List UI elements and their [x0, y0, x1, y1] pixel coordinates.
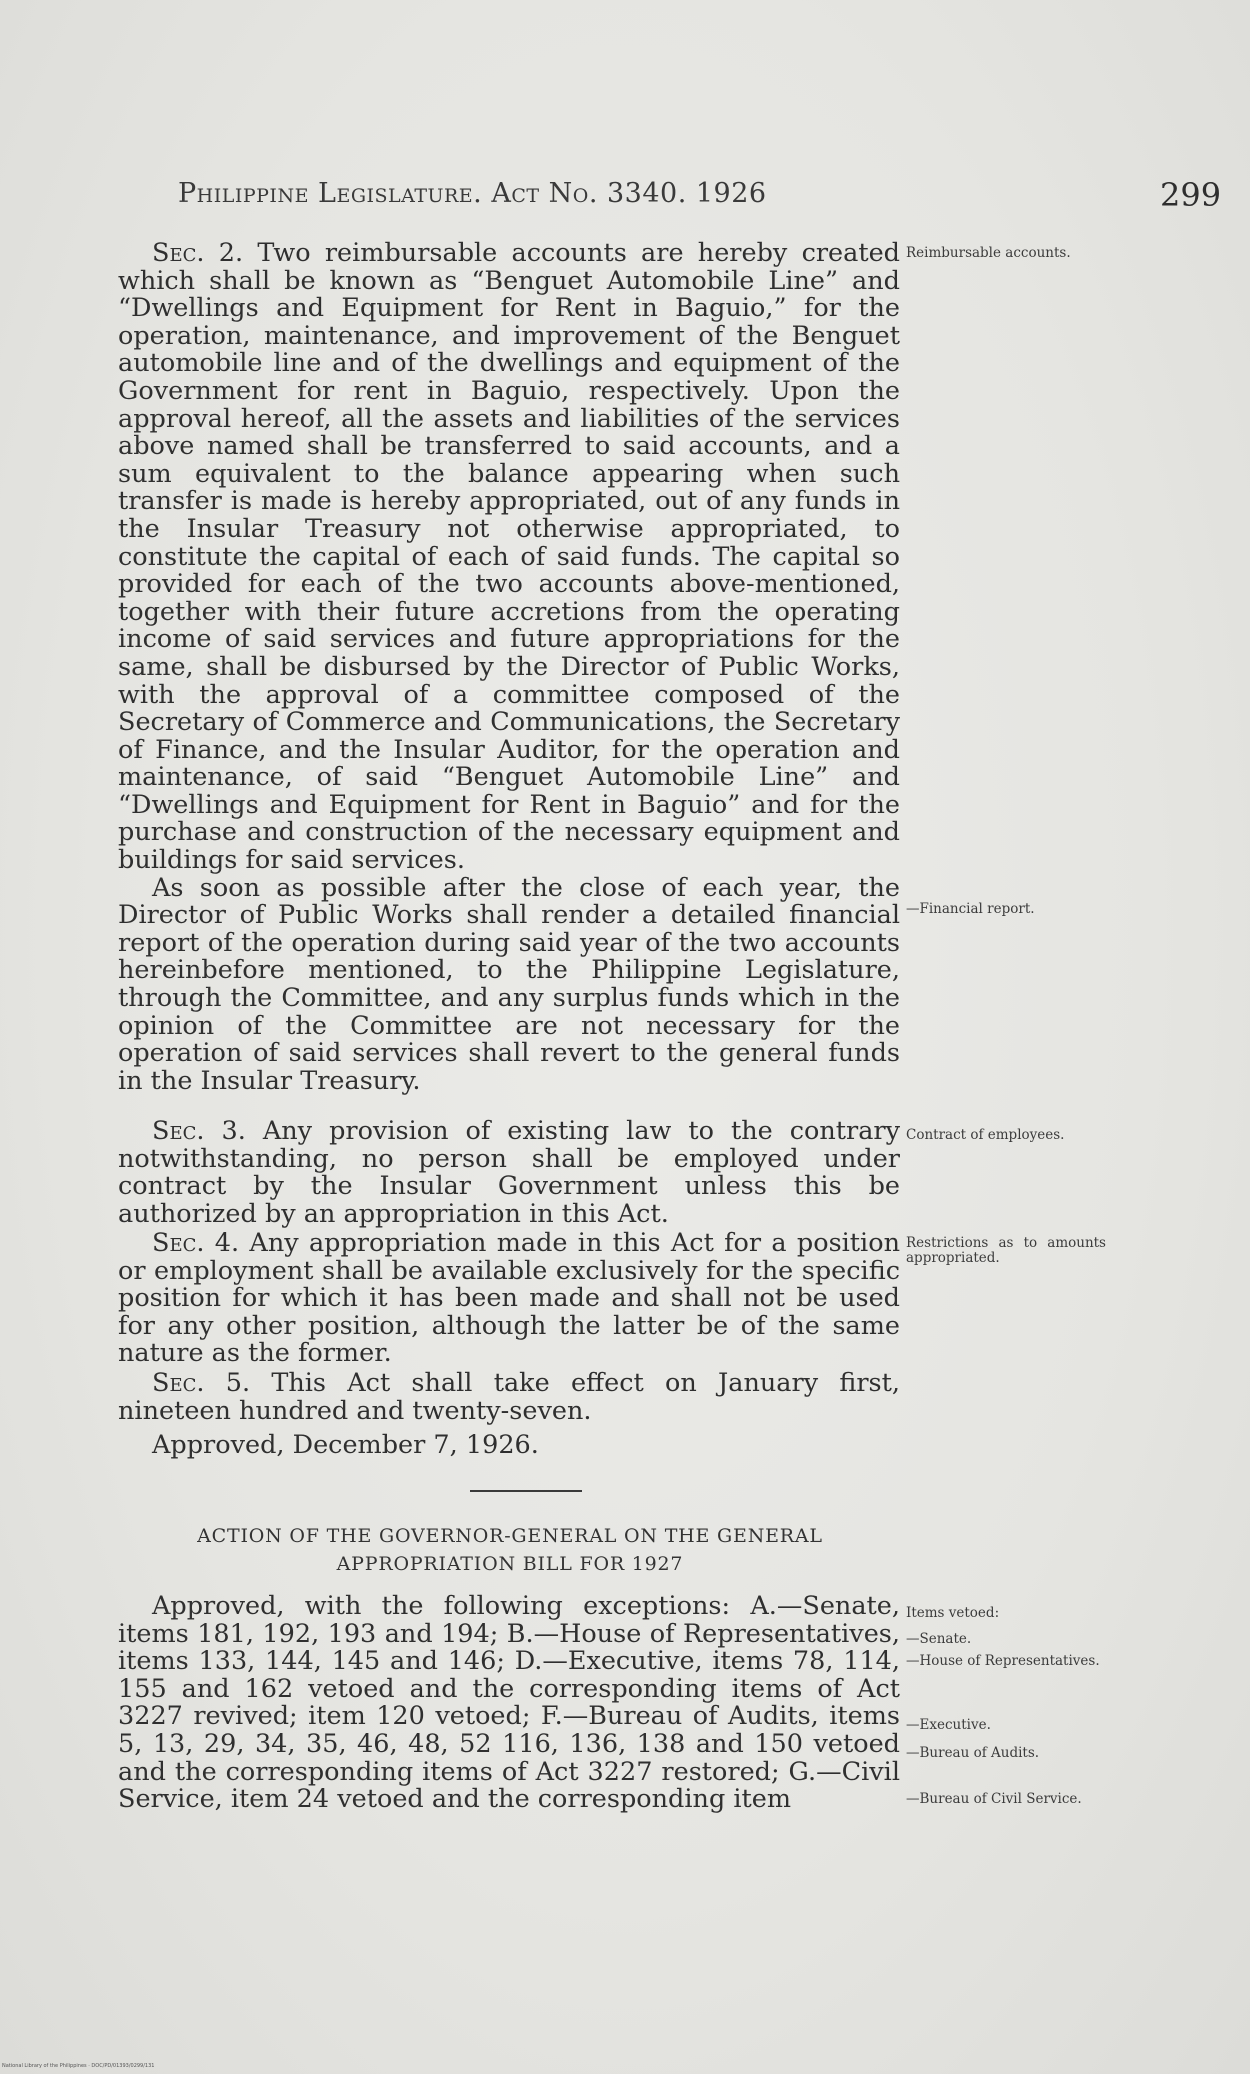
running-head: Philippine Legislature. Act No. 3340. 1926	[178, 178, 767, 209]
action-text-block	[118, 1593, 900, 1814]
section-divider	[470, 1490, 582, 1492]
section-4	[118, 1230, 900, 1368]
margin-note-restrictions: Restrictions as to amounts appropriated.	[906, 1235, 1106, 1266]
section-2-label: Sec. 2.	[152, 238, 244, 268]
section-3	[118, 1118, 900, 1228]
margin-note-contract: Contract of employees.	[906, 1127, 1065, 1143]
footer-credit: National Library of the Philippines · DOC/PD/01393/0299/131	[2, 2063, 155, 2069]
financial-report-paragraph: As soon as possible after the close of each year, the Director of Public Works shall render a detailed financial report of the operation during said year of the two accounts hereinbefore mentioned, to the Philippine Legislature, through the Committee, and any surplus funds which in the opinion of the Committee are not necessary for the operation of said services shall revert to the general funds in the Insular Treasury.	[118, 872, 900, 1096]
action-heading-line-1: ACTION OF THE GOVERNOR-GENERAL ON THE GENERAL	[197, 1525, 823, 1547]
action-heading-line-2: APPROPRIATION BILL FOR 1927	[336, 1553, 684, 1575]
section-5	[118, 1370, 900, 1425]
action-heading	[130, 1522, 890, 1578]
margin-note-civil: —Bureau of Civil Service.	[906, 1791, 1082, 1807]
section-2	[118, 240, 900, 1095]
section-2-paragraph	[118, 240, 900, 875]
margin-note-reimbursable: Reimbursable accounts.	[906, 245, 1071, 261]
margin-note-items-vetoed: Items vetoed:	[906, 1605, 1000, 1621]
margin-note-senate: —Senate.	[906, 1631, 972, 1647]
section-5-label: Sec. 5.	[152, 1368, 251, 1398]
section-2-text: Two reimbursable accounts are hereby created which shall be known as “Benguet Automobile Line” and “Dwellings and Equipment for Rent in Baguio,” for the operation, maintenance, and improvement of the Benguet automobile line and of the dwellings and equipment of the Government for rent in Baguio, respectively. Upon the approval hereof, all the assets and liabilities of the services above named shall be transferred to said accounts, and a sum equivalent to the balance appearing when such transfer is made is hereby appropriated, out of any funds in the Insular Treasury not otherwise appropriated, to constitute the capital of each of said funds. The capital so provided for each of the two accounts above-mentioned, together with their future accretions from the operating income of said services and future appropriations for the same, shall be disbursed by the Director of Public Works, with the approval of a committee composed of the Secretary of Commerce and Communications, the Secretary of Finance, and the Insular Auditor, for the operation and maintenance, of said “Benguet Automobile Line” and “Dwellings and Equipment for Rent in Baguio” and for the purchase and construction of the necessary equipment and buildings for said services.	[118, 238, 900, 876]
margin-note-financial: —Financial report.	[906, 901, 1035, 917]
margin-note-executive: —Executive.	[906, 1717, 991, 1733]
section-4-text: Any appropriation made in this Act for a position or employment shall be available exclusively for the specific position for which it has been made and shall not be used for any other position, although the latter be of the same nature as the former.	[118, 1228, 900, 1369]
action-text: Approved, with the following exceptions: A.—Senate, items 181, 192, 193 and 194; B.—House of Representatives, items 133, 144, 145 and 146; D.—Executive, items 78, 114, 155 and 162 vetoed and the corresponding items of Act 3227 revived; item 120 vetoed; F.—Bureau of Audits, items 5, 13, 29, 34, 35, 46, 48, 52 116, 136, 138 and 150 vetoed and the corresponding items of Act 3227 restored; G.—Civil Service, item 24 vetoed and the corresponding item	[118, 1591, 900, 1815]
section-4-label: Sec. 4.	[152, 1228, 240, 1258]
margin-note-audits: —Bureau of Audits.	[906, 1745, 1040, 1761]
margin-note-house: —House of Representatives.	[906, 1653, 1100, 1669]
page-number: 299	[1160, 176, 1222, 214]
section-3-text: Any provision of existing law to the contrary notwithstanding, no person shall be employed under contract by the Insular Government unless this be authorized by an appropriation in this Act.	[118, 1116, 900, 1229]
section-5-text: This Act shall take effect on January first, nineteen hundred and twenty-seven.	[118, 1368, 900, 1426]
approved-line-block	[118, 1432, 900, 1460]
section-3-label: Sec. 3.	[152, 1116, 246, 1146]
approved-line: Approved, December 7, 1926.	[152, 1430, 539, 1460]
